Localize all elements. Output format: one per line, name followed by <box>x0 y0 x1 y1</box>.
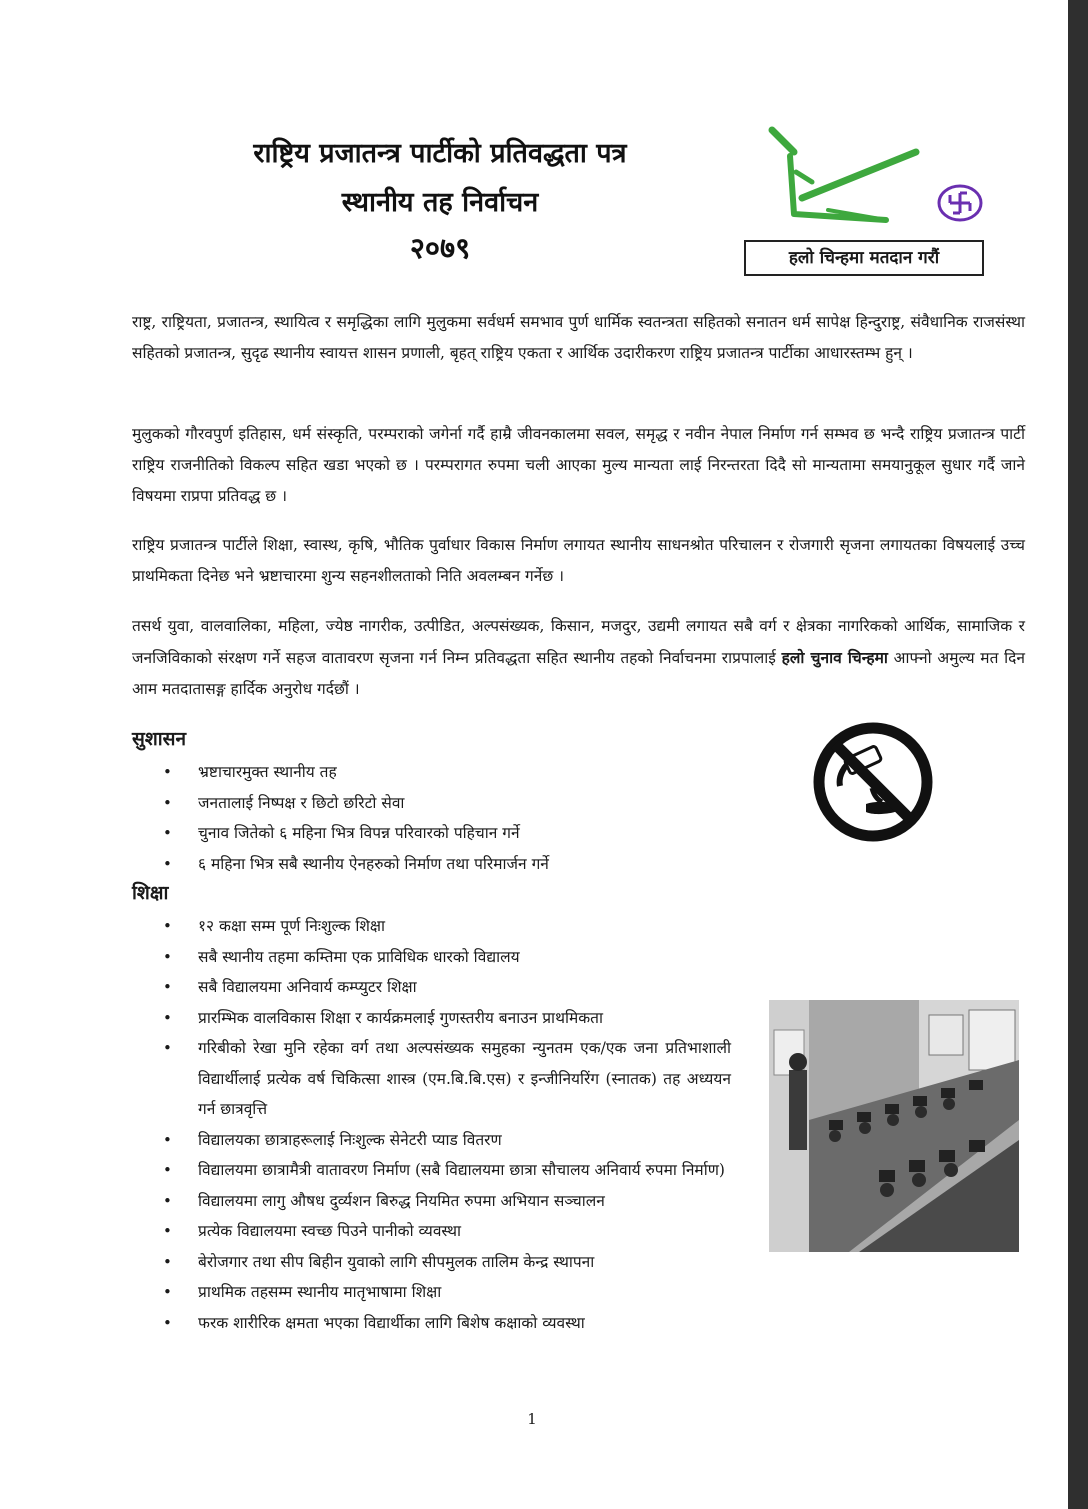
list-item: • प्रत्येक विद्यालयमा स्वच्छ पिउने पानीको व्यवस्था <box>163 1216 731 1247</box>
plough-symbol-emphasis: हलो चुनाव चिन्हमा <box>781 648 888 667</box>
intro-paragraph-2: मुलुकको गौरवपुर्ण इतिहास, धर्म संस्कृति, परम्पराको जगेर्ना गर्दै हाम्रै जीवनकालमा सवल, समृद्ध र नवीन नेपाल निर्माण गर्न सम्भव छ भन्दै राष्ट्रिय प्रजातन्त्र पार्टी राष्ट्रिय राजनीतिको विकल्प सहित खडा भएको छ । परम्परागत रुपमा चली आएका मुल्य मान्यता लाई निरन्तरता दिदै सो मान्यतामा समयानुकूल सुधार गर्दै जाने विषयमा राप्रपा प्रतिवद्ध छ । <box>132 425 1025 505</box>
list-item: • फरक शारीरिक क्षमता भएका विद्यार्थीका लागि बिशेष कक्षाको व्यवस्था <box>163 1308 731 1339</box>
intro-paragraph-1: राष्ट्र, राष्ट्रियता, प्रजातन्त्र, स्थायित्व र समृद्धिका लागि मुलुकमा सर्वधर्म समभाव पुर्ण धार्मिक स्वतन्त्रता सहितको सनातन धर्म सापेक्ष हिन्दुराष्ट्र, संवैधानिक राजसंस्था सहितको प्रजातन्त्र, सुदृढ स्थानीय स्वायत्त शासन प्रणाली, बृहत् राष्ट्रिय एकता र आर्थिक उदारीकरण राष्ट्रिय प्रजातन्त्र पार्टीका आधारस्तम्भ हुन् । <box>132 313 1025 362</box>
list-item: • प्रारम्भिक वालविकास शिक्षा र कार्यक्रमलाई गुणस्तरीय बनाउन प्राथमिकता <box>163 1003 731 1034</box>
list-item: • विद्यालयमा छात्रामैत्री वातावरण निर्माण (सबै विद्यालयमा छात्रा सौचालय अनिवार्य रुपमा निर्माण) <box>163 1155 731 1186</box>
vote-for-plough-box: हलो चिन्हमा मतदान गरौं <box>744 240 984 276</box>
list-item: • सबै स्थानीय तहमा कम्तिमा एक प्राविधिक धारको विद्यालय <box>163 942 731 973</box>
document-title: राष्ट्रिय प्रजातन्त्र पार्टीको प्रतिवद्धता पत्र <box>253 138 627 169</box>
section-heading-education: शिक्षा <box>132 882 169 904</box>
list-item: • प्राथमिक तहसम्म स्थानीय मातृभाषामा शिक्षा <box>163 1277 731 1308</box>
paragraph-text: तसर्थ युवा, वालवालिका, महिला, ज्येष्ठ नागरीक, उत्पीडित, अल्पसंख्यक, किसान, मजदुर, उद्यमी लगायत सबै वर्ग र क्षेत्रका नागरिकको आर्थिक, सामाजिक र जनजिविकाको संरक्षण गर्ने सहज वातावरण सृजना गर्न निम्न प्रतिवद्धता सहित स्थानीय तहको निर्वाचनमा राप्रपालाई <box>132 617 1025 667</box>
intro-paragraph-3: राष्ट्रिय प्रजातन्त्र पार्टीले शिक्षा, स्वास्थ, कृषि, भौतिक पुर्वाधार विकास निर्माण लगायत स्थानीय साधनश्रोत परिचालन र रोजगारी सृजना लगायतका विषयलाई उच्च प्राथमिकता दिनेछ भने भ्रष्टाचारमा शुन्य सहनशीलताको निति अवलम्बन गर्नेछ । <box>132 536 1025 585</box>
list-item: • विद्यालयमा लागु औषध दुर्व्यशन बिरुद्ध नियमित रुपमा अभियान सञ्चालन <box>163 1186 731 1217</box>
swastika-icon <box>937 184 983 222</box>
list-item: • जनतालाई निष्पक्ष र छिटो छरिटो सेवा <box>163 788 723 819</box>
education-list <box>163 911 731 1338</box>
plough-icon <box>768 124 928 224</box>
list-item: • गरिबीको रेखा मुनि रहेका वर्ग तथा अल्पसंख्यक समुहका न्युनतम एक/एक जना प्रतिभाशाली विद्यार्थीलाई प्रत्येक वर्ष चिकित्सा शास्त्र (एम.बि.बि.एस) र इन्जीनियरिंग (स्नातक) तह अध्ययन गर्न छात्रवृत्ति <box>163 1033 731 1125</box>
list-item: • सबै विद्यालयमा अनिवार्य कम्प्युटर शिक्षा <box>163 972 731 1003</box>
intro-paragraph-4 <box>132 611 1025 705</box>
document-subtitle: स्थानीय तह निर्वाचन <box>341 187 539 218</box>
list-item: • १२ कक्षा सम्म पूर्ण निःशुल्क शिक्षा <box>163 911 731 942</box>
viewer-edge <box>1068 0 1088 1509</box>
list-item: • ६ महिना भित्र सबै स्थानीय ऐनहरुको निर्माण तथा परिमार्जन गर्ने <box>163 849 723 880</box>
list-item: • भ्रष्टाचारमुक्त स्थानीय तह <box>163 757 723 788</box>
good-governance-list <box>163 757 723 879</box>
paragraph-text: आफ्नो अमुल्य मत दिन आम मतदातासङ्ग हार्दिक अनुरोध गर्दछौं । <box>132 649 1026 698</box>
page-number: 1 <box>527 1410 537 1428</box>
list-item: • विद्यालयका छात्राहरूलाई निःशुल्क सेनेटरी प्याड वितरण <box>163 1125 731 1156</box>
list-item: • बेरोजगार तथा सीप बिहीन युवाको लागि सीपमुलक तालिम केन्द्र स्थापना <box>163 1247 731 1278</box>
no-corruption-icon <box>808 722 938 842</box>
document-year: २०७९ <box>409 231 471 265</box>
list-item: • चुनाव जितेको ६ महिना भित्र विपन्न परिवारको पहिचान गर्ने <box>163 818 723 849</box>
computer-classroom-photo <box>769 1000 1019 1252</box>
section-heading-good-governance: सुशासन <box>132 728 187 750</box>
